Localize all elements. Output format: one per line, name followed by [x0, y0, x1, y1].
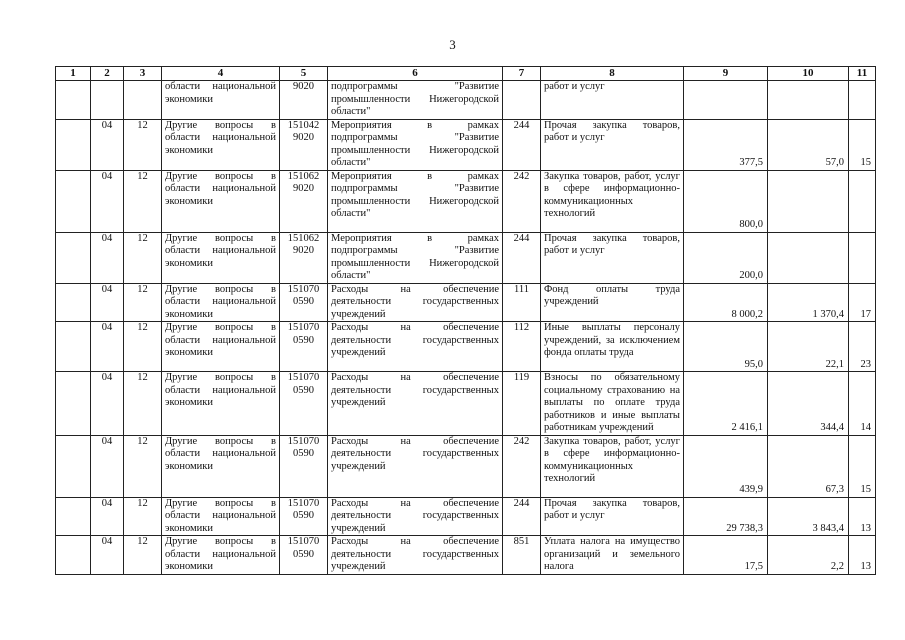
expense-type-cell: 119 — [503, 372, 541, 436]
section-name-cell: Другие вопросы в области национальной экономики — [162, 435, 280, 497]
target-article-cell: 151070 0590 — [280, 283, 328, 322]
expense-type-cell: 111 — [503, 283, 541, 322]
section-code-cell: 04 — [91, 119, 124, 170]
article-name-cell: Расходы на обеспечение деятельности государственных учреждений — [328, 497, 503, 536]
section-name-cell: Другие вопросы в области национальной экономики — [162, 322, 280, 372]
subsection-code-cell: 12 — [124, 283, 162, 322]
plan-amount-cell: 29 738,3 — [684, 497, 768, 536]
execution-percent-cell — [849, 232, 876, 283]
plan-amount-cell: 377,5 — [684, 119, 768, 170]
section-code-cell — [91, 81, 124, 120]
table-row — [56, 232, 876, 283]
article-name-cell: Расходы на обеспечение деятельности государственных учреждений — [328, 372, 503, 436]
actual-amount-cell — [768, 170, 849, 232]
section-code-cell: 04 — [91, 170, 124, 232]
column-header-7: 7 — [503, 67, 541, 81]
execution-percent-cell: 14 — [849, 372, 876, 436]
section-name-cell: Другие вопросы в области национальной экономики — [162, 372, 280, 436]
expense-type-cell: 244 — [503, 232, 541, 283]
subsection-code-cell: 12 — [124, 322, 162, 372]
subsection-code-cell — [124, 81, 162, 120]
column-header-8: 8 — [541, 67, 684, 81]
row-number-cell — [56, 283, 91, 322]
execution-percent-cell: 13 — [849, 536, 876, 575]
column-header-2: 2 — [91, 67, 124, 81]
plan-amount-cell: 8 000,2 — [684, 283, 768, 322]
section-name-cell: Другие вопросы в области национальной экономики — [162, 170, 280, 232]
row-number-cell — [56, 170, 91, 232]
expense-type-cell: 851 — [503, 536, 541, 575]
expense-type-name-cell: Прочая закупка товаров, работ и услуг — [541, 232, 684, 283]
table-row — [56, 283, 876, 322]
actual-amount-cell: 2,2 — [768, 536, 849, 575]
table-body — [56, 81, 876, 575]
section-code-cell: 04 — [91, 536, 124, 575]
expense-type-cell: 112 — [503, 322, 541, 372]
execution-percent-cell: 17 — [849, 283, 876, 322]
row-number-cell — [56, 497, 91, 536]
table-row — [56, 497, 876, 536]
subsection-code-cell: 12 — [124, 232, 162, 283]
target-article-cell: 151070 0590 — [280, 435, 328, 497]
subsection-code-cell: 12 — [124, 536, 162, 575]
plan-amount-cell — [684, 81, 768, 120]
expense-type-cell — [503, 81, 541, 120]
section-name-cell: Другие вопросы в области национальной экономики — [162, 497, 280, 536]
target-article-cell: 151070 0590 — [280, 497, 328, 536]
actual-amount-cell: 344,4 — [768, 372, 849, 436]
plan-amount-cell: 95,0 — [684, 322, 768, 372]
column-header-5: 5 — [280, 67, 328, 81]
table-row — [56, 322, 876, 372]
execution-percent-cell: 15 — [849, 435, 876, 497]
article-name-cell: Мероприятия в рамках подпрограммы "Развитие промышленности Нижегородской области" — [328, 170, 503, 232]
target-article-cell: 151042 9020 — [280, 119, 328, 170]
section-name-cell: Другие вопросы в области национальной экономики — [162, 283, 280, 322]
article-name-cell: Расходы на обеспечение деятельности государственных учреждений — [328, 435, 503, 497]
actual-amount-cell: 22,1 — [768, 322, 849, 372]
table-row — [56, 170, 876, 232]
row-number-cell — [56, 119, 91, 170]
expense-type-name-cell: Взносы по обязательному социальному страхованию на выплаты по оплате труда работников и иные выплаты работникам учреждений — [541, 372, 684, 436]
execution-percent-cell: 15 — [849, 119, 876, 170]
section-code-cell: 04 — [91, 435, 124, 497]
expense-type-name-cell: Прочая закупка товаров, работ и услуг — [541, 497, 684, 536]
section-code-cell: 04 — [91, 497, 124, 536]
row-number-cell — [56, 372, 91, 436]
actual-amount-cell — [768, 81, 849, 120]
section-name-cell: Другие вопросы в области национальной экономики — [162, 119, 280, 170]
expense-type-name-cell: Закупка товаров, работ, услуг в сфере информационно-коммуникационных технологий — [541, 435, 684, 497]
table-row — [56, 81, 876, 120]
article-name-cell: Мероприятия в рамках подпрограммы "Развитие промышленности Нижегородской области" — [328, 119, 503, 170]
target-article-cell: 9020 — [280, 81, 328, 120]
column-header-10: 10 — [768, 67, 849, 81]
execution-percent-cell: 23 — [849, 322, 876, 372]
expense-type-cell: 244 — [503, 497, 541, 536]
plan-amount-cell: 2 416,1 — [684, 372, 768, 436]
plan-amount-cell: 800,0 — [684, 170, 768, 232]
plan-amount-cell: 200,0 — [684, 232, 768, 283]
section-name-cell: области национальной экономики — [162, 81, 280, 120]
target-article-cell: 151062 9020 — [280, 232, 328, 283]
row-number-cell — [56, 232, 91, 283]
section-code-cell: 04 — [91, 322, 124, 372]
row-number-cell — [56, 81, 91, 120]
section-code-cell: 04 — [91, 232, 124, 283]
expense-type-name-cell: Иные выплаты персоналу учреждений, за исключением фонда оплаты труда — [541, 322, 684, 372]
section-code-cell: 04 — [91, 283, 124, 322]
column-header-6: 6 — [328, 67, 503, 81]
article-name-cell: подпрограммы "Развитие промышленности Нижегородской области" — [328, 81, 503, 120]
section-name-cell: Другие вопросы в области национальной экономики — [162, 232, 280, 283]
target-article-cell: 151070 0590 — [280, 322, 328, 372]
expense-type-cell: 242 — [503, 170, 541, 232]
column-header-9: 9 — [684, 67, 768, 81]
row-number-cell — [56, 322, 91, 372]
target-article-cell: 151062 9020 — [280, 170, 328, 232]
actual-amount-cell: 67,3 — [768, 435, 849, 497]
article-name-cell: Расходы на обеспечение деятельности государственных учреждений — [328, 536, 503, 575]
expense-type-cell: 242 — [503, 435, 541, 497]
page-number: 3 — [449, 37, 456, 52]
table-row — [56, 119, 876, 170]
subsection-code-cell: 12 — [124, 119, 162, 170]
row-number-cell — [56, 536, 91, 575]
column-header-3: 3 — [124, 67, 162, 81]
column-header-1: 1 — [56, 67, 91, 81]
execution-percent-cell — [849, 170, 876, 232]
execution-percent-cell: 13 — [849, 497, 876, 536]
target-article-cell: 151070 0590 — [280, 372, 328, 436]
execution-percent-cell — [849, 81, 876, 120]
table-row — [56, 372, 876, 436]
table-row — [56, 435, 876, 497]
subsection-code-cell: 12 — [124, 497, 162, 536]
table-row — [56, 536, 876, 575]
target-article-cell: 151070 0590 — [280, 536, 328, 575]
subsection-code-cell: 12 — [124, 372, 162, 436]
article-name-cell: Расходы на обеспечение деятельности государственных учреждений — [328, 283, 503, 322]
expense-type-name-cell: работ и услуг — [541, 81, 684, 120]
section-name-cell: Другие вопросы в области национальной экономики — [162, 536, 280, 575]
column-header-4: 4 — [162, 67, 280, 81]
header-row — [56, 67, 876, 81]
article-name-cell: Мероприятия в рамках подпрограммы "Развитие промышленности Нижегородской области" — [328, 232, 503, 283]
row-number-cell — [56, 435, 91, 497]
actual-amount-cell — [768, 232, 849, 283]
expense-type-name-cell: Уплата налога на имущество организаций и земельного налога — [541, 536, 684, 575]
subsection-code-cell: 12 — [124, 170, 162, 232]
section-code-cell: 04 — [91, 372, 124, 436]
plan-amount-cell: 439,9 — [684, 435, 768, 497]
plan-amount-cell: 17,5 — [684, 536, 768, 575]
column-header-11: 11 — [849, 67, 876, 81]
expense-type-cell: 244 — [503, 119, 541, 170]
subsection-code-cell: 12 — [124, 435, 162, 497]
expense-type-name-cell: Закупка товаров, работ, услуг в сфере информационно-коммуникационных технологий — [541, 170, 684, 232]
article-name-cell: Расходы на обеспечение деятельности государственных учреждений — [328, 322, 503, 372]
actual-amount-cell: 3 843,4 — [768, 497, 849, 536]
actual-amount-cell: 57,0 — [768, 119, 849, 170]
budget-table — [55, 66, 876, 575]
actual-amount-cell: 1 370,4 — [768, 283, 849, 322]
expense-type-name-cell: Прочая закупка товаров, работ и услуг — [541, 119, 684, 170]
expense-type-name-cell: Фонд оплаты труда учреждений — [541, 283, 684, 322]
